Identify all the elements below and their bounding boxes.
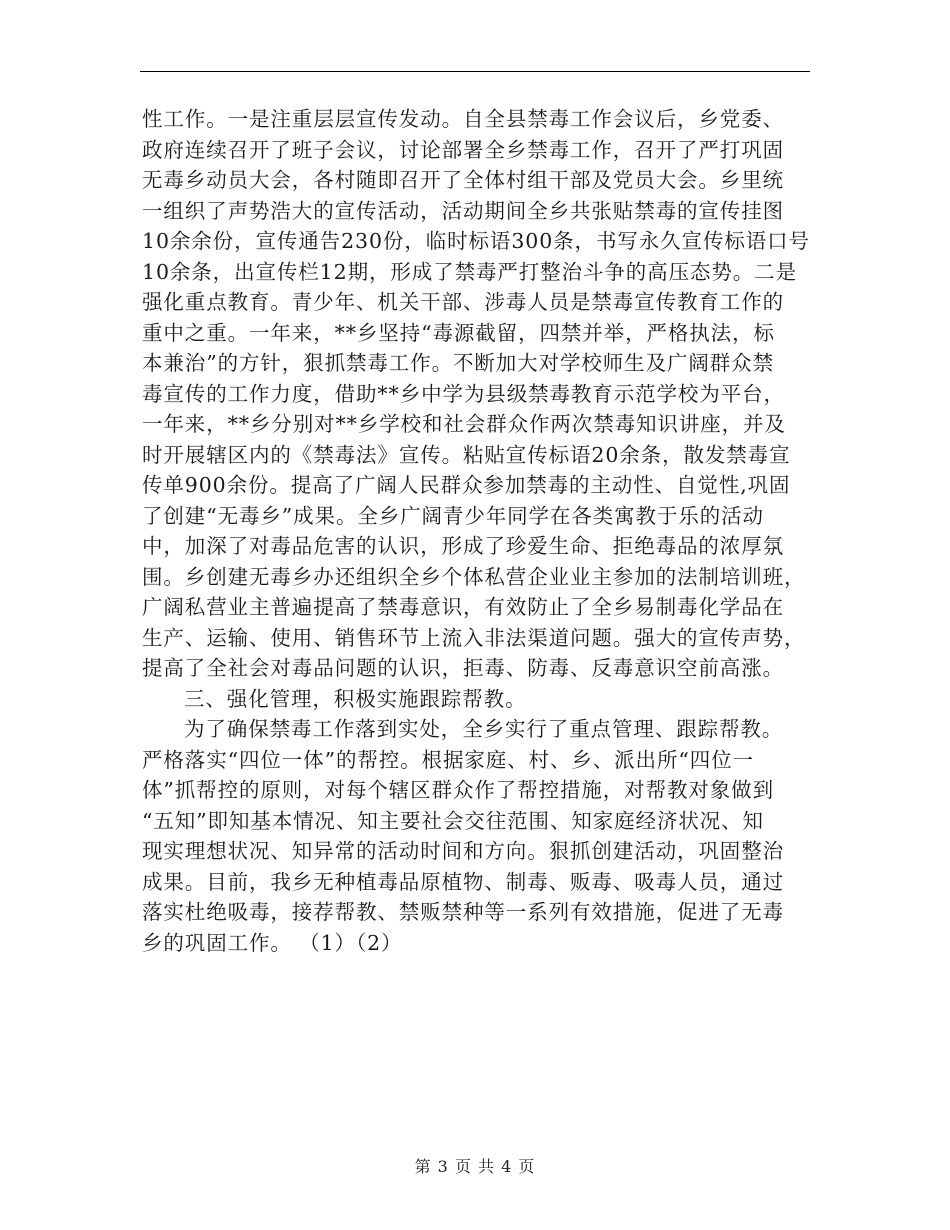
text-line: 成果。目前，我乡无种植毒品原植物、制毒、贩毒、吸毒人员，通过 bbox=[142, 869, 784, 894]
text-line: 落实杜绝吸毒，接荐帮教、禁贩禁种等一系列有效措施，促进了无毒 bbox=[142, 900, 784, 924]
text-line: 中，加深了对毒品危害的认识，形成了珍爱生命、拒绝毒品的浓厚氛 bbox=[142, 534, 784, 558]
text-line: 广阔私营业主普遍提高了禁毒意识，有效防止了全乡易制毒化学品在 bbox=[142, 595, 784, 619]
text-line: 一组织了声势浩大的宣传活动，活动期间全乡共张贴禁毒的宣传挂图 bbox=[142, 198, 784, 223]
text-line: 体”抓帮控的原则，对每个辖区群众作了帮控措施，对帮教对象做到 bbox=[142, 778, 774, 802]
section-heading: 三、强化管理，积极实施跟踪帮教。 bbox=[184, 686, 527, 711]
page-number: 第 3 页 共 4 页 bbox=[414, 1157, 536, 1176]
text-line: 传单900余份。提高了广阔人民群众参加禁毒的主动性、自觉性,巩固 bbox=[142, 473, 791, 497]
text-line: 性工作。一是注重层层宣传发动。自全县禁毒工作会议后，乡党委、 bbox=[142, 107, 784, 131]
text-line: 围。乡创建无毒乡办还组织全乡个体私营企业业主参加的法制培训班， bbox=[142, 564, 806, 589]
paragraph-management bbox=[142, 714, 810, 958]
text-line: “五知”即知基本情况、知主要社会交往范围、知家庭经济状况、知 bbox=[142, 808, 764, 833]
paragraph-publicity bbox=[142, 104, 810, 684]
text-line: 了创建“无毒乡”成果。全乡广阔青少年同学在各类寓教于乐的活动 bbox=[142, 503, 764, 528]
document-body bbox=[142, 104, 810, 958]
text-line: 强化重点教育。青少年、机关干部、涉毒人员是禁毒宣传教育工作的 bbox=[142, 290, 784, 314]
text-line: 本兼治”的方针，狠抓禁毒工作。不断加大对学校师生及广阔群众禁 bbox=[142, 351, 774, 375]
text-line: 政府连续召开了班子会议，讨论部署全乡禁毒工作，召开了严打巩固 bbox=[142, 137, 784, 162]
text-line: 一年来，**乡分别对**乡学校和社会群众作两次禁毒知识讲座，并及 bbox=[142, 412, 786, 436]
text-line: 10余余份，宣传通告230份，临时标语300条，书写永久宣传标语口号 bbox=[142, 229, 810, 253]
text-line: 严格落实“四位一体”的帮控。根据家庭、村、乡、派出所“四位一 bbox=[142, 747, 754, 772]
text-line: 10余条，出宣传栏12期，形成了禁毒严打整治斗争的高压态势。二是 bbox=[142, 259, 797, 284]
text-line: 毒宣传的工作力度，借助**乡中学为县级禁毒教育示范学校为平台， bbox=[142, 381, 785, 406]
text-line: 现实理想状况、知异常的活动时间和方向。狠抓创建活动，巩固整治 bbox=[142, 839, 784, 863]
text-line: 时开展辖区内的《禁毒法》宣传。粘贴宣传标语20余条，散发禁毒宣 bbox=[142, 442, 791, 467]
text-line: 为了确保禁毒工作落到实处，全乡实行了重点管理、跟踪帮教。 bbox=[184, 717, 784, 741]
text-line: 提高了全社会对毒品问题的认识，拒毒、防毒、反毒意识空前高涨。 bbox=[142, 656, 784, 680]
text-line: 无毒乡动员大会，各村随即召开了全体村组干部及党员大会。乡里统 bbox=[142, 168, 784, 192]
text-line: 生产、运输、使用、销售环节上流入非法渠道问题。强大的宣传声势， bbox=[142, 625, 806, 650]
header-rule bbox=[140, 71, 810, 72]
text-line: 重中之重。一年来，**乡坚持“毒源截留，四禁并举，严格执法，标 bbox=[142, 320, 775, 345]
text-line: 乡的巩固工作。 （1）（2） bbox=[142, 930, 403, 955]
